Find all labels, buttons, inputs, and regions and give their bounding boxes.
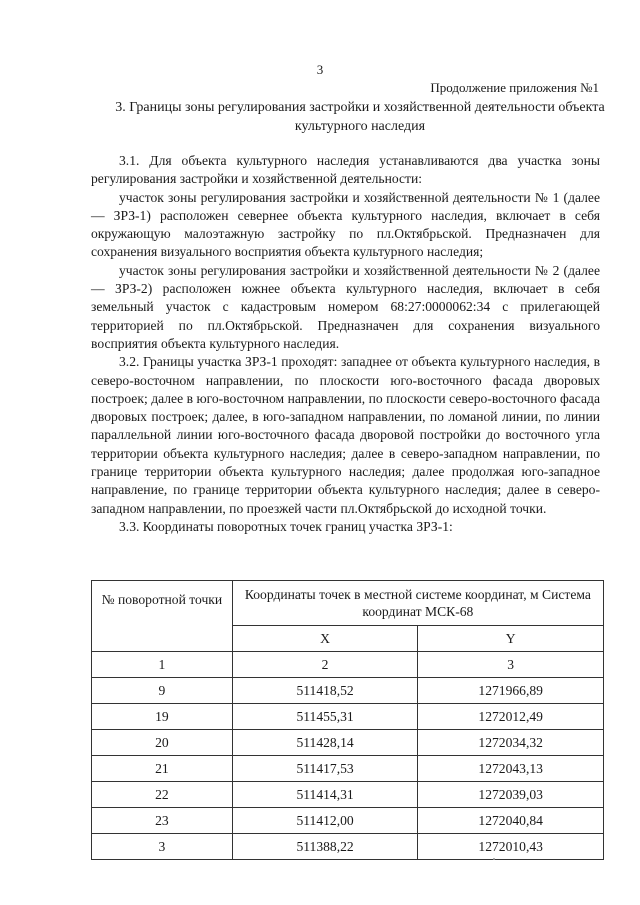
numbering-cell: 1 <box>92 652 233 678</box>
x-cell: 511414,31 <box>232 782 418 808</box>
paragraph-3-3: 3.3. Координаты поворотных точек границ участка ЗРЗ-1: <box>119 518 453 534</box>
scan-speck <box>493 858 495 860</box>
paragraph-3-2: 3.2. Границы участка ЗРЗ-1 проходят: западнее от объекта культурного наследия, в северо-восточном направлении, по плоскости юго-восточного фасада дворовых построек; далее в юго-восточном направлении, по плоскости северо-восточного фасада дворовых построек; далее, в юго-западном направлении, по ломаной линии, по линии параллельной линии юго-восточного фасада дворовой постройки до восточного угла территории объекта культурного наследия; далее в северо-западном направлении, по границе территории объекта культурного наследия; далее продолжая юго-западное направление, по границе территории объекта культурного наследия; далее в северо-западном направлении, по проезжей части пл.Октябрьской до исходной точки. <box>91 354 600 516</box>
y-cell: 1271966,89 <box>418 678 604 704</box>
section-title: 3. Границы зоны регулирования застройки и хозяйственной деятельности объекта культурного наследия <box>115 100 605 134</box>
body-text <box>91 152 600 536</box>
point-cell: 3 <box>92 834 233 860</box>
x-cell: 511455,31 <box>232 704 418 730</box>
paragraph-zrz-2: участок зоны регулирования застройки и хозяйственной деятельности № 2 (далее — ЗРЗ-2) расположен южнее объекта культурного наследия, включает в себя земельный участок с кадастровым номером 68:27:0000062:34 с прилегающей территорией по пл.Октябрьской. Предназначен для сохранения визуального восприятия объекта культурного наследия. <box>91 262 600 351</box>
y-cell: 1272043,13 <box>418 756 604 782</box>
paragraph-3-1: 3.1. Для объекта культурного наследия устанавливаются два участка зоны регулирования застройки и хозяйственной деятельности: <box>91 153 600 187</box>
y-cell: 1272010,43 <box>418 834 604 860</box>
point-cell: 19 <box>92 704 233 730</box>
point-cell: 21 <box>92 756 233 782</box>
point-cell: 20 <box>92 730 233 756</box>
page-number: 3 <box>316 62 324 77</box>
x-cell: 511418,52 <box>232 678 418 704</box>
x-cell: 511388,22 <box>232 834 418 860</box>
table-row <box>92 704 604 730</box>
y-header: Y <box>418 626 604 652</box>
x-cell: 511428,14 <box>232 730 418 756</box>
table-row <box>92 782 604 808</box>
table-row <box>92 756 604 782</box>
x-cell: 511412,00 <box>232 808 418 834</box>
table-row <box>92 808 604 834</box>
numbering-cell: 3 <box>418 652 604 678</box>
x-cell: 511417,53 <box>232 756 418 782</box>
y-cell: 1272039,03 <box>418 782 604 808</box>
numbering-cell: 2 <box>232 652 418 678</box>
x-header: X <box>232 626 418 652</box>
point-cell: 22 <box>92 782 233 808</box>
appendix-label: Продолжение приложения №1 <box>430 80 599 95</box>
point-cell: 9 <box>92 678 233 704</box>
coordinates-header: Координаты точек в местной системе координат, м Система координат МСК-68 <box>232 581 603 626</box>
numbering-row <box>92 652 604 678</box>
coordinates-table <box>91 580 604 860</box>
y-cell: 1272034,32 <box>418 730 604 756</box>
y-cell: 1272040,84 <box>418 808 604 834</box>
table-row <box>92 730 604 756</box>
paragraph-zrz-1: участок зоны регулирования застройки и хозяйственной деятельности № 1 (далее — ЗРЗ-1) расположен севернее объекта культурного наследия, включает в себя окружающую малоэтажную застройку по пл.Октябрьской. Предназначен для сохранения визуального восприятия объекта культурного наследия; <box>91 189 600 260</box>
point-cell: 23 <box>92 808 233 834</box>
table-row <box>92 834 604 860</box>
table-row <box>92 678 604 704</box>
point-number-header: № поворотной точки <box>92 581 233 652</box>
y-cell: 1272012,49 <box>418 704 604 730</box>
